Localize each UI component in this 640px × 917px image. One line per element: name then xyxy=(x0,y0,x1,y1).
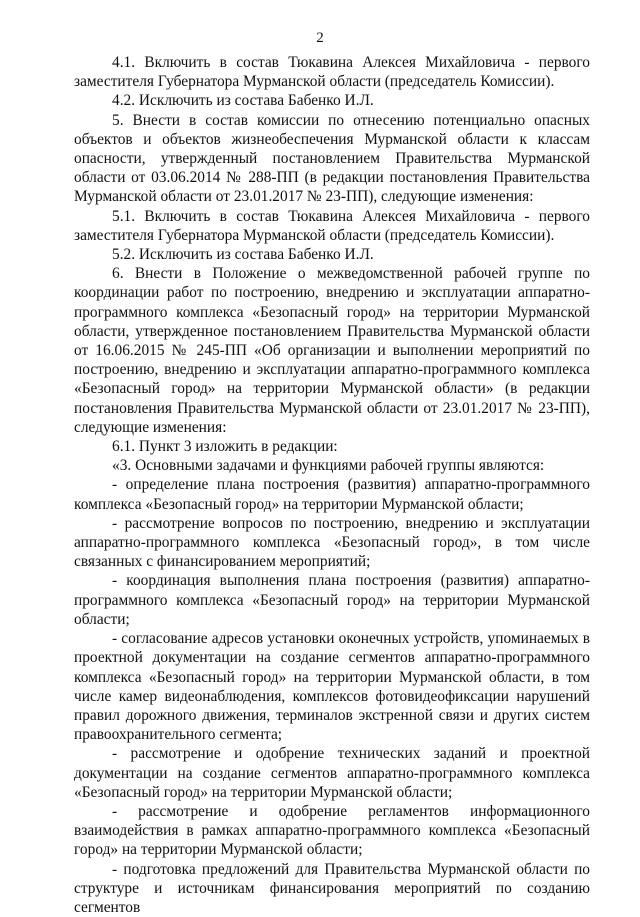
list-item-coordination: - координация выполнения плана построения (развития) аппаратно-программного комплекса «Безопасный город» на территории Мурманской области; xyxy=(74,572,590,628)
paragraph-4-2: 4.2. Исключить из состава Бабенко И.Л. xyxy=(112,92,374,110)
list-item-plan-definition: - определение плана построения (развития) аппаратно-программного комплекса «Безопасный город» на территории Мурманской области; xyxy=(74,476,590,513)
list-item-proposals: - подготовка предложений для Правительства Мурманской области по структуре и источникам финансирования мероприятий по созданию сегментов xyxy=(74,860,590,916)
paragraph-quote-3: «3. Основными задачами и функциями рабочей группы являются: xyxy=(112,457,545,475)
paragraph-5-2: 5.2. Исключить из состава Бабенко И.Л. xyxy=(112,246,374,264)
page-number: 2 xyxy=(316,30,324,46)
paragraph-5-1: 5.1. Включить в состав Тюкавина Алексея Михайловича - первого заместителя Губернатора Мурманской области (председатель Комиссии). xyxy=(74,207,590,244)
paragraph-6-1: 6.1. Пункт 3 изложить в редакции: xyxy=(112,438,338,456)
list-item-issues-review: - рассмотрение вопросов по построению, внедрению и эксплуатации аппаратно-программного комплекса «Безопасный город», в том числе связанных с финансированием мероприятий; xyxy=(74,514,590,571)
list-item-regulations: - рассмотрение и одобрение регламентов информационного взаимодействия в рамках аппаратно-программного комплекса «Безопасный город» на территории Мурманской области; xyxy=(74,802,590,859)
paragraph-6: 6. Внести в Положение о межведомственной рабочей группе по координации работ по построению, внедрению и эксплуатации аппаратно-программного комплекса «Безопасный город» на территории Мурманской области, утвержденное постановлением Правительства Мурманской области от 16.06.2015 № 245-ПП «Об организации и выполнении мероприятий по построению, внедрению и эксплуатации аппаратно-программного комплекса «Безопасный город» на территории Мурманской области» (в редакции постановления Правительства Мурманской области от 23.01.2017 № 23-ПП), следующие изменения: xyxy=(74,265,590,436)
document-body xyxy=(74,53,590,917)
list-item-technical-specs: - рассмотрение и одобрение технических заданий и проектной документации на создание сегментов аппаратно-программного комплекса «Безопасный город» на территории Мурманской области; xyxy=(74,745,590,801)
paragraph-4-1: 4.1. Включить в состав Тюкавина Алексея Михайловича - первого заместителя Губернатора Мурманской области (председатель Комиссии). xyxy=(74,54,590,91)
list-item-address-approval: - согласование адресов установки оконечных устройств, упоминаемых в проектной документации на создание сегментов аппаратно-программного комплекса «Безопасный город» на территории Мурманской области, в том числе камер видеонаблюдения, комплексов фотовидеофиксации нарушений правил дорожного движения, терминалов экстренной связи и других систем правоохранительного сегмента; xyxy=(74,630,590,744)
paragraph-5: 5. Внести в состав комиссии по отнесению потенциально опасных объектов и объектов жизнеобеспечения Мурманской области к классам опасности, утвержденный постановлением Правительства Мурманской области от 03.06.2014 № 288-ПП (в редакции постановления Правительства Мурманской области от 23.01.2017 № 23-ПП), следующие изменения: xyxy=(74,111,590,206)
